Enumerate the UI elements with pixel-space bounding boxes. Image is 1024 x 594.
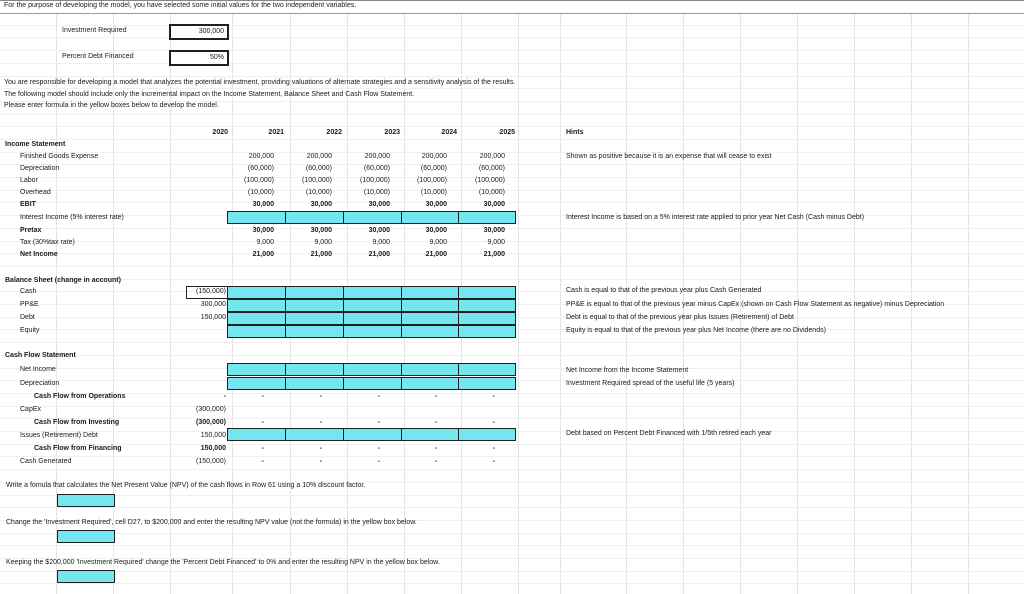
label-cf-cfi: Cash Flow from Investing: [34, 419, 120, 426]
cf-cfi-dash: -: [261, 419, 264, 426]
year-2025: 2025: [499, 129, 515, 136]
cf-net-income-inputs[interactable]: [227, 363, 516, 376]
hint-net-income: Net Income from the Income Statement: [566, 367, 689, 374]
cf-generated-dash: -: [377, 458, 380, 465]
income-ebit-value: 30,000: [368, 201, 390, 208]
hint-cash: Cash is equal to that of the previous year plus Cash Generated: [566, 287, 762, 294]
cell-divider: [458, 300, 459, 311]
label-pretax: Pretax: [20, 227, 42, 234]
label-tax: Tax (30%tax rate): [20, 239, 75, 246]
question-npv-200k: Change the 'Investment Required', cell D27, to $200,000 and enter the resulting NPV value (not the formula) in the yellow box below.: [6, 519, 417, 526]
income-pretax-value: 30,000: [425, 227, 447, 234]
cf-cfo-dash: -: [319, 393, 322, 400]
income-labor-value: (100,000): [417, 177, 447, 184]
cell-divider: [401, 429, 402, 440]
hint-equity: Equity is equal to that of the previous year plus Net Income (there are no Dividends): [566, 327, 826, 334]
cell-divider: [343, 287, 344, 298]
cf-cfo-2020: -: [223, 393, 226, 400]
income-pretax-value: 30,000: [252, 227, 274, 234]
income-overhead-value: (10,000): [363, 189, 390, 196]
cf-cff-dash: -: [492, 445, 495, 452]
cell-divider: [458, 429, 459, 440]
cell-divider: [401, 300, 402, 311]
income-finished_goods-value: 200,000: [306, 153, 332, 160]
label-cf-depreciation: Depreciation: [20, 380, 60, 387]
income-ebit-value: 30,000: [483, 201, 505, 208]
cell-divider: [401, 212, 402, 223]
income-net_income-value: 21,000: [310, 251, 332, 258]
income-statement-title: Income Statement: [5, 141, 66, 148]
question-npv-0pct: Keeping the $200,000 'Investment Required' change the 'Percent Debt Financed' to 0% and enter the resulting NPV in the yellow box below.: [6, 559, 440, 566]
cell-divider: [401, 326, 402, 337]
income-ebit-value: 30,000: [425, 201, 447, 208]
cf-generated-dash: -: [319, 458, 322, 465]
intro-line-2: The following model should include only the incremental impact on the Income Statement, Balance Sheet and Cash Flow Statement.: [4, 91, 415, 98]
income-overhead-value: (10,000): [247, 189, 274, 196]
income-pretax-value: 30,000: [368, 227, 390, 234]
cell-divider: [401, 378, 402, 389]
percent-debt-input[interactable]: 50%: [169, 50, 229, 66]
cash-inputs[interactable]: [227, 286, 516, 299]
cf-issues-inputs[interactable]: [227, 428, 516, 441]
percent-debt-label: Percent Debt Financed: [62, 53, 134, 60]
header-note: For the purpose of developing the model, you have selected some initial values for the two independent variables.: [4, 2, 357, 9]
income-labor-value: (100,000): [475, 177, 505, 184]
cf-cff-dash: -: [261, 445, 264, 452]
cell-divider: [343, 429, 344, 440]
hint-ppe: PP&E is equal to that of the previous year minus CapEx (shown on Cash Flow Statement as negative) minus Depreciation: [566, 301, 945, 308]
cell-divider: [343, 326, 344, 337]
income-depreciation-value: (60,000): [247, 165, 274, 172]
cf-generated-dash: -: [261, 458, 264, 465]
npv-200k-input[interactable]: [57, 530, 115, 543]
cell-divider: [285, 326, 286, 337]
income-labor-value: (100,000): [244, 177, 274, 184]
cell-divider: [343, 313, 344, 324]
cf-cfo-dash: -: [377, 393, 380, 400]
label-cf-issues: Issues (Retirement) Debt: [20, 432, 98, 439]
cf-cfi-dash: -: [434, 419, 437, 426]
npv-formula-input[interactable]: [57, 494, 115, 507]
income-ebit-value: 30,000: [252, 201, 274, 208]
income-finished_goods-value: 200,000: [364, 153, 390, 160]
debt-2020: 150,000: [200, 314, 226, 321]
income-pretax-value: 30,000: [483, 227, 505, 234]
year-2020: 2020: [212, 129, 228, 136]
intro-line-1: You are responsible for developing a model that analyzes the potential investment, providing valuations of alternate strategies and a sensitivity analysis of the results.: [4, 79, 516, 86]
label-ppe: PP&E: [20, 301, 39, 308]
cell-divider: [343, 212, 344, 223]
cf-generated-dash: -: [434, 458, 437, 465]
cf-cfi-dash: -: [319, 419, 322, 426]
hint-interest: Interest Income is based on a 5% interest rate applied to prior year Net Cash (Cash minus Debt): [566, 214, 865, 221]
cf-cfi-dash: -: [377, 419, 380, 426]
cell-divider: [285, 300, 286, 311]
income-overhead-value: (10,000): [420, 189, 447, 196]
cell-divider: [285, 429, 286, 440]
income-depreciation-value: (60,000): [478, 165, 505, 172]
label-equity: Equity: [20, 327, 40, 334]
income-tax-value: 9,000: [487, 239, 505, 246]
label-cash: Cash: [20, 288, 37, 295]
cf-cfo-dash: -: [492, 393, 495, 400]
cf-cfo-dash: -: [261, 393, 264, 400]
cell-divider: [458, 287, 459, 298]
hints-header: Hints: [566, 129, 584, 136]
cell-divider: [285, 287, 286, 298]
income-overhead-value: (10,000): [478, 189, 505, 196]
cf-generated-2020: (150,000): [196, 458, 226, 465]
income-ebit-value: 30,000: [310, 201, 332, 208]
label-overhead: Overhead: [20, 189, 51, 196]
cell-divider: [458, 313, 459, 324]
cf-cff-dash: -: [434, 445, 437, 452]
cf-capex-2020: (300,000): [196, 406, 226, 413]
hint-issues: Debt based on Percent Debt Financed with 1/5th retired each year: [566, 430, 772, 437]
income-finished_goods-value: 200,000: [479, 153, 505, 160]
income-finished_goods-value: 200,000: [421, 153, 447, 160]
year-2024: 2024: [441, 129, 457, 136]
income-labor-value: (100,000): [302, 177, 332, 184]
cf-generated-dash: -: [492, 458, 495, 465]
cf-depreciation-inputs[interactable]: [227, 377, 516, 390]
label-labor: Labor: [20, 177, 38, 184]
year-2023: 2023: [384, 129, 400, 136]
income-tax-value: 9,000: [314, 239, 332, 246]
income-net_income-value: 21,000: [425, 251, 447, 258]
income-pretax-value: 30,000: [310, 227, 332, 234]
label-cf-cff: Cash Flow from Financing: [34, 445, 122, 452]
income-net_income-value: 21,000: [368, 251, 390, 258]
investment-required-input[interactable]: 300,000: [169, 24, 229, 40]
intro-line-3: Please enter formula in the yellow boxes below to develop the model.: [4, 102, 219, 109]
income-net_income-value: 21,000: [483, 251, 505, 258]
year-2022: 2022: [326, 129, 342, 136]
cell-divider: [285, 212, 286, 223]
npv-0pct-input[interactable]: [57, 570, 115, 583]
cell-divider: [458, 378, 459, 389]
year-2021: 2021: [268, 129, 284, 136]
cf-cff-dash: -: [319, 445, 322, 452]
cell-divider: [343, 378, 344, 389]
label-net_income: Net Income: [20, 251, 58, 258]
cell-divider: [401, 364, 402, 375]
cf-issues-2020: 150,000: [200, 432, 226, 439]
cell-divider: [343, 300, 344, 311]
hint-finished-goods: Shown as positive because it is an expense that will cease to exist: [566, 153, 772, 160]
cell-divider: [343, 364, 344, 375]
income-net_income-value: 21,000: [252, 251, 274, 258]
label-debt: Debt: [20, 314, 35, 321]
cash-2020: (150,000): [196, 288, 226, 295]
equity-inputs[interactable]: [227, 325, 516, 338]
income-tax-value: 9,000: [372, 239, 390, 246]
label-cf-generated: Cash Generated: [20, 458, 72, 465]
cell-divider: [285, 313, 286, 324]
hint-depreciation: Investment Required spread of the useful life (5 years): [566, 380, 735, 387]
cell-divider: [285, 378, 286, 389]
cf-cff-2020: 150,000: [200, 445, 226, 452]
cell-divider: [401, 313, 402, 324]
label-cf-capex: CapEx: [20, 406, 42, 413]
balance-sheet-title: Balance Sheet (change in account): [5, 277, 121, 284]
income-depreciation-value: (60,000): [420, 165, 447, 172]
cell-divider: [458, 326, 459, 337]
income-tax-value: 9,000: [429, 239, 447, 246]
ppe-2020: 300,000: [200, 301, 226, 308]
label-finished_goods: Finished Goods Expense: [20, 153, 99, 160]
cell-divider: [285, 364, 286, 375]
income-depreciation-value: (60,000): [305, 165, 332, 172]
debt-inputs[interactable]: [227, 312, 516, 325]
income-finished_goods-value: 200,000: [248, 153, 274, 160]
income-overhead-value: (10,000): [305, 189, 332, 196]
label-cf-cfo: Cash Flow from Operations: [34, 393, 126, 400]
question-npv-formula: Write a fomula that calculates the Net Present Value (NPV) of the cash flows in Row 61 using a 10% discount factor.: [6, 482, 366, 489]
cell-divider: [458, 364, 459, 375]
label-ebit: EBIT: [20, 201, 36, 208]
cf-cfo-dash: -: [434, 393, 437, 400]
cell-divider: [458, 212, 459, 223]
label-cf-net-income: Net Income: [20, 366, 56, 373]
interest-income-inputs[interactable]: [227, 211, 516, 224]
label-depreciation: Depreciation: [20, 165, 60, 172]
cf-cfi-2020: (300,000): [196, 419, 226, 426]
cash-2020-cell[interactable]: [186, 286, 228, 299]
income-depreciation-value: (60,000): [363, 165, 390, 172]
cf-cff-dash: -: [377, 445, 380, 452]
income-tax-value: 9,000: [256, 239, 274, 246]
cf-cfi-dash: -: [492, 419, 495, 426]
label-interest: Interest Income (5% interest rate): [20, 214, 124, 221]
cell-divider: [401, 287, 402, 298]
hint-debt: Debt is equal to that of the previous year plus Issues (Retirement) of Debt: [566, 314, 795, 321]
cash-flow-title: Cash Flow Statement: [5, 352, 76, 359]
investment-required-label: Investment Required: [62, 27, 127, 34]
income-labor-value: (100,000): [360, 177, 390, 184]
ppe-inputs[interactable]: [227, 299, 516, 312]
